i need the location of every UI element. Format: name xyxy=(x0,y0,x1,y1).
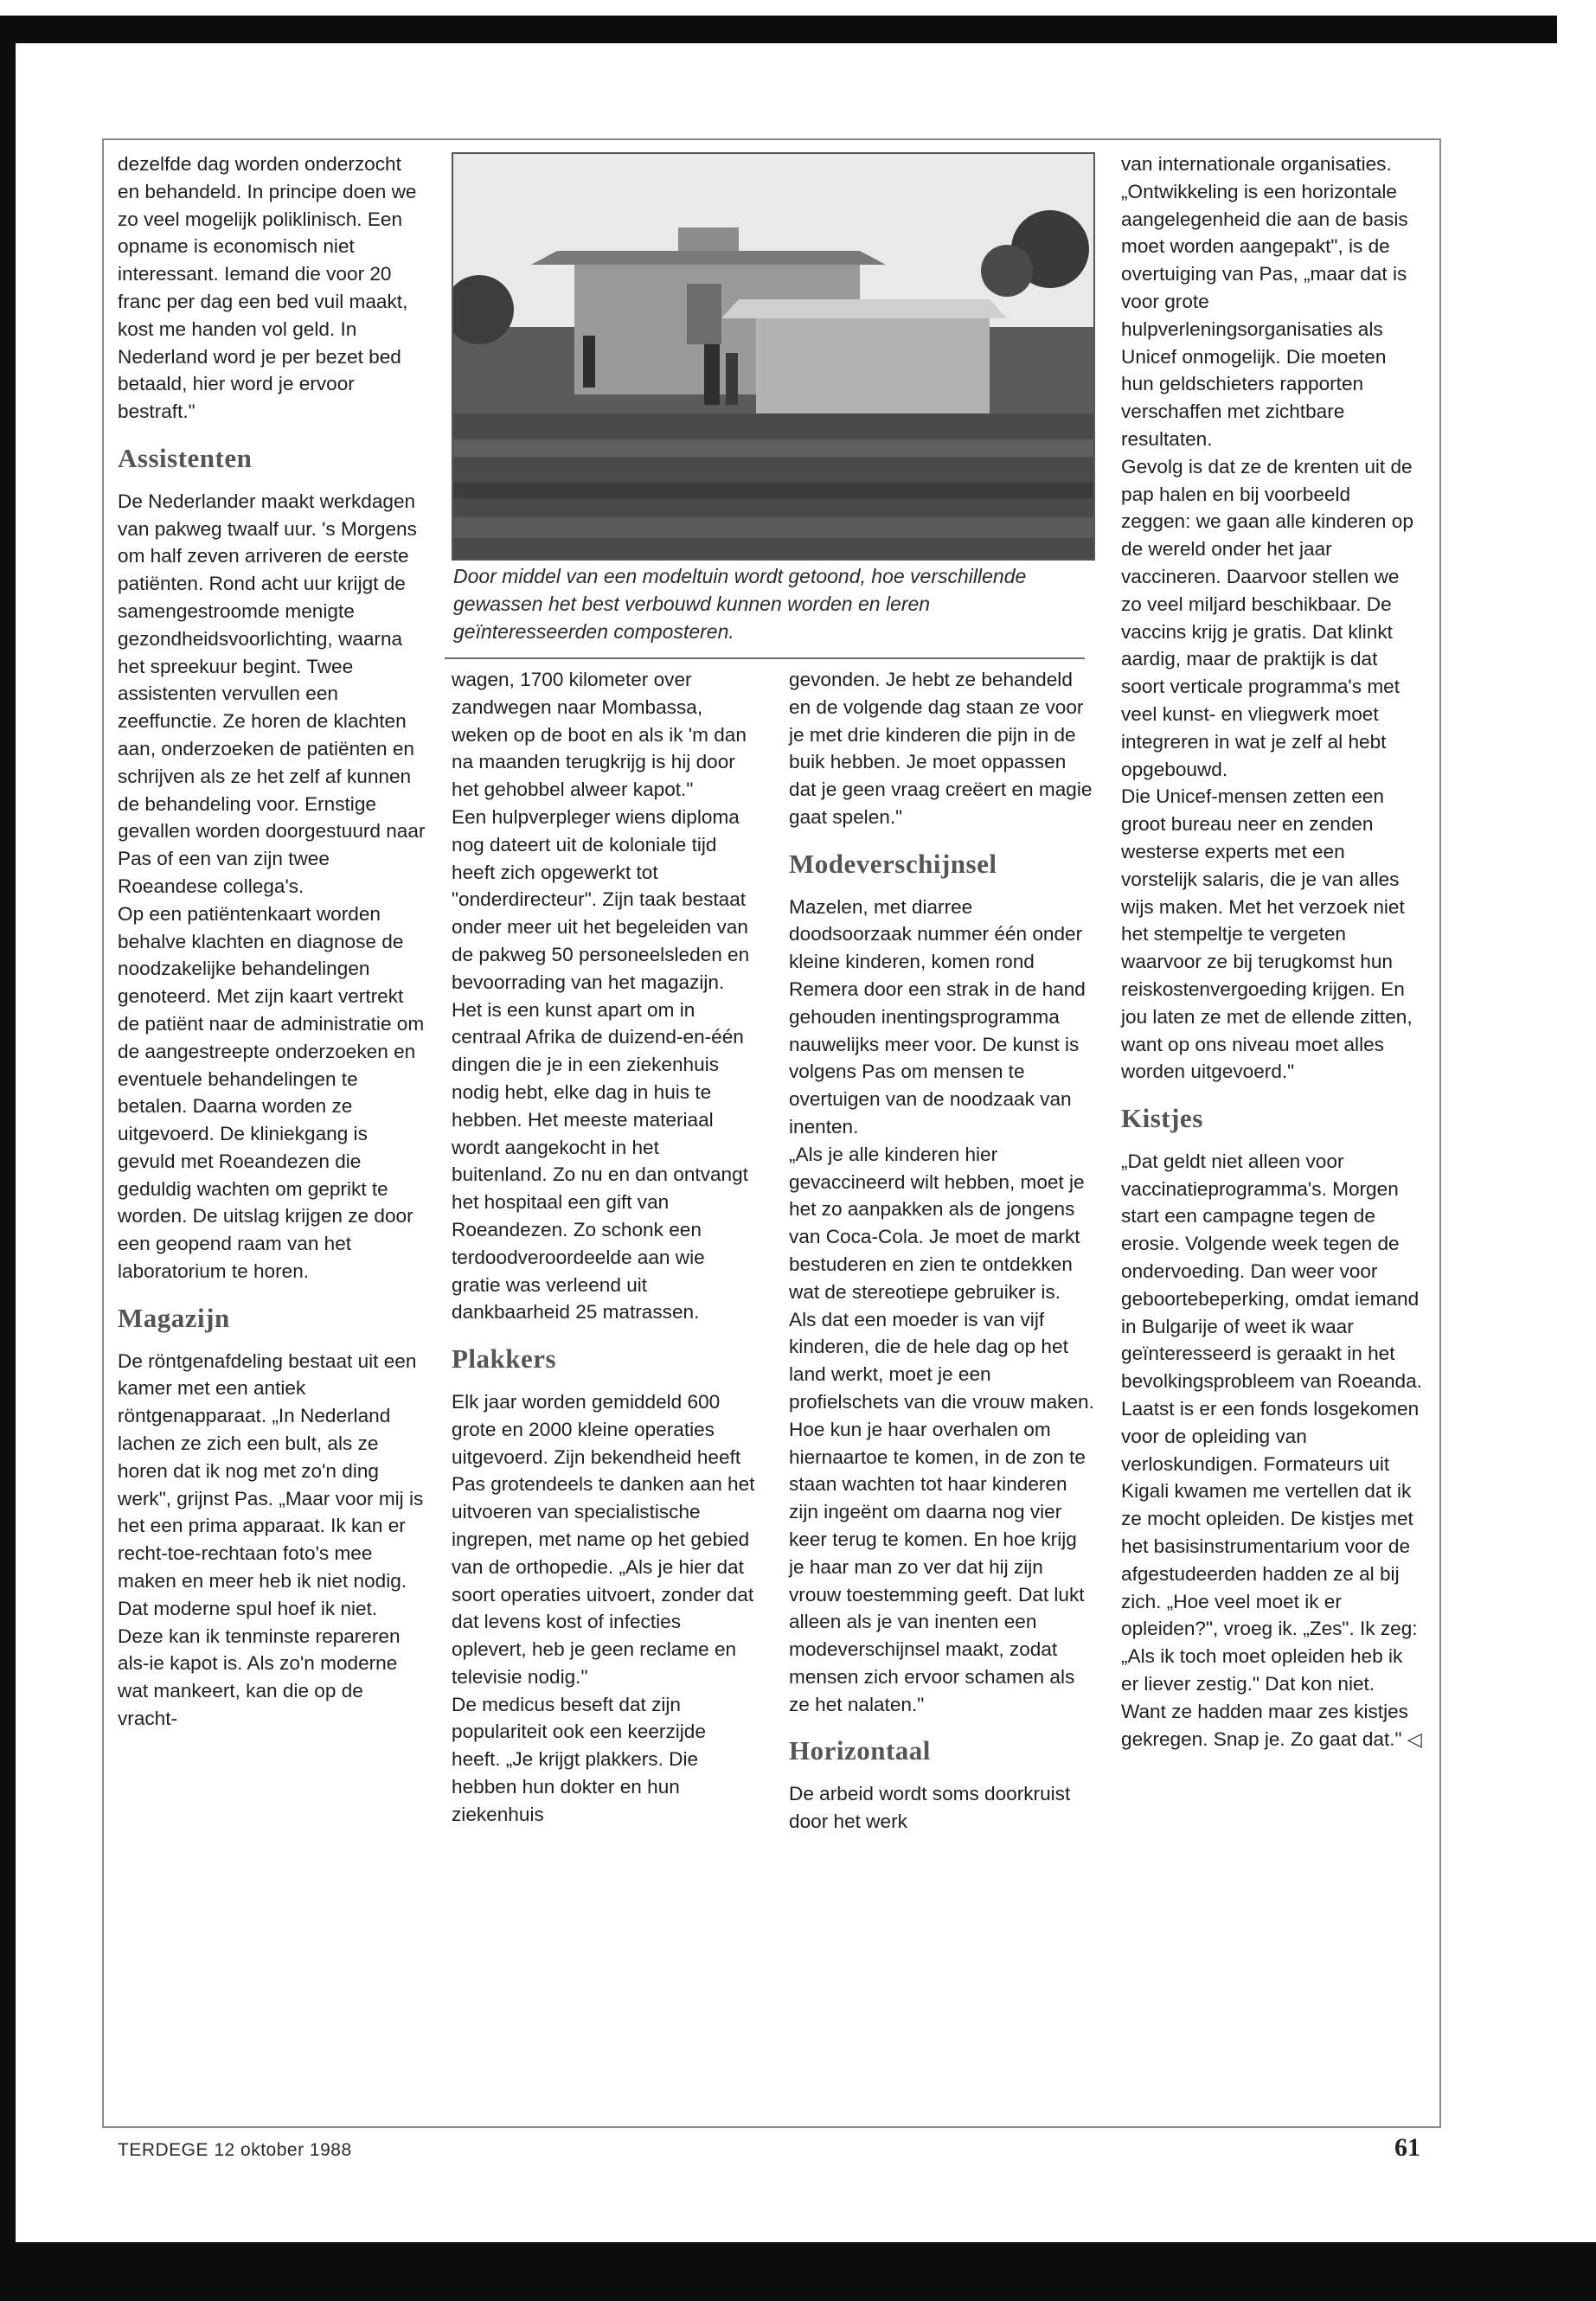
article-column-4 xyxy=(1121,151,1424,1753)
paragraph: wagen, 1700 kilometer over zandwegen naar Mombassa, weken op de boot en als ik 'm dan na maanden terugkrijg is hij door het gehobbel alweer kapot." xyxy=(452,669,747,801)
paragraph: De medicus beseft dat zijn populariteit ook een keerzijde heeft. „Je krijgt plakkers. Die hebben hun dokter en hun ziekenhuis xyxy=(452,1693,706,1825)
paragraph: „Als je alle kinderen hier gevaccineerd wilt hebben, moet je het zo aanpakken als de jongens van Coca-Cola. Je moet de markt bestuderen en zien te ontdekken wat de stereotiepe gebruiker is. xyxy=(789,1143,1085,1303)
paragraph: Een hulpverpleger wiens diploma nog dateert uit de koloniale tijd heeft zich opgewerkt tot "onderdirecteur". Zijn taak bestaat onder meer uit het begeleiden van de pakweg 50 personeelsleden en bevoorrading van het magazijn. Het is een kunst apart om in centraal Afrika de duizend-en-één dingen die je in een ziekenhuis nodig hebt, elke dag in huis te hebben. Het meeste materiaal wordt aangekocht in het buitenland. Zo nu en dan ontvangt het hospitaal een gift van Roeandezen. Zo schonk een terdoodveroordeelde aan wie gratie was verleend uit dankbaarheid 25 matrassen. xyxy=(452,805,750,1324)
subheading-plakkers: Plakkers xyxy=(452,1343,557,1375)
paragraph: Elk jaar worden gemiddeld 600 grote en 2000 kleine operaties uitgevoerd. Zijn bekendheid heeft Pas grotendeels te danken aan het uitvoeren van specialistische ingrepen, met name op het gebied van de orthopedie. „Als je hier dat soort operaties uitvoert, zonder dat dat levens kost of infecties oplevert, heb je geen reclame en televisie nodig." xyxy=(452,1390,755,1688)
end-mark-icon: ◁ xyxy=(1407,1727,1422,1750)
paragraph: De Nederlander maakt werkdagen van pakweg twaalf uur. 's Morgens om half zeven arriveren de eerste patiënten. Rond acht uur krijgt de samengestroomde menigte gezondheidsvoorlichting, waarna het spreekuur begint. Twee assistenten vervullen een zeeffunctie. Ze horen de klachten aan, onderzoeken de patiënten en schrijven als ze het zelf af kunnen de behandeling voor. Ernstige gevallen worden doorgestuurd naar Pas of een van zijn twee Roeandese collega's. xyxy=(118,490,426,897)
paragraph: Gevolg is dat ze de krenten uit de pap halen en bij voorbeeld zeggen: we gaan alle kinderen op de wereld onder het jaar vaccineren. Daarvoor stellen we zo veel miljard beschikbaar. De vaccins krijg je gratis. Dat klinkt aardig, maar de praktijk is dat soort verticale programma's met veel kunst- en vliegwerk moet integreren in wat je zelf al hebt opgebouwd. xyxy=(1121,455,1413,780)
publication-footer: TERDEGE 12 oktober 1988 xyxy=(118,2140,352,2160)
scan-border-top xyxy=(0,16,1557,43)
article-photo xyxy=(452,152,1095,561)
subheading-kistjes: Kistjes xyxy=(1121,1103,1203,1134)
paragraph: Op een patiëntenkaart worden behalve klachten en diagnose de noodzakelijke behandelingen genoteerd. Met zijn kaart vertrekt de patiënt naar de administratie om de aangestreepte onderzoeken en eventuele behandelingen te betalen. Daarna worden ze uitgevoerd. De kliniekgang is gevuld met Roeandezen die geduldig wachten om geprikt te worden. De uitslag krijgen ze door een geopend raam van het laboratorium te horen. xyxy=(118,902,425,1283)
article-column-1 xyxy=(118,151,426,1733)
article-column-3 xyxy=(789,666,1095,1836)
paragraph: De arbeid wordt soms doorkruist door het werk xyxy=(789,1783,1071,1833)
scan-margin-top xyxy=(0,0,1596,16)
paragraph xyxy=(1121,1395,1424,1753)
paragraph: van internationale organisaties. „Ontwikkeling is een horizontale aangelegenheid die aan de basis moet worden aangepakt", is de overtuiging van Pas, „maar dat is voor grote hulpverleningsorganisaties als Unicef onmogelijk. Die moeten hun geldschieters rapporten verschaffen met zichtbare resultaten. xyxy=(1121,153,1408,450)
subheading-modeverschijnsel: Modeverschijnsel xyxy=(789,848,997,879)
photo-caption: Door middel van een modeltuin wordt getoond, hoe verschillende gewassen het best verbouwd kunnen worden en leren geïnteresseerden composteren. xyxy=(453,565,1027,643)
paragraph: gevonden. Je hebt ze behandeld en de volgende dag staan ze voor je met drie kinderen die pijn in de buik hebben. Je moet oppassen dat je geen vraag creëert en magie gaat spelen." xyxy=(789,669,1093,828)
subheading-assistenten: Assistenten xyxy=(118,442,253,473)
subheading-magazijn: Magazijn xyxy=(118,1302,230,1333)
article-column-2 xyxy=(452,666,758,1829)
paragraph: De röntgenafdeling bestaat uit een kamer met een antiek röntgenapparaat. „In Nederland lachen ze zich een bult, als ze horen dat ik nog met zo'n ding werk", grijnst Pas. „Maar voor mij is het een prima apparaat. Ik kan er recht-toe-rechtaan foto's mee maken en meer heb ik niet nodig. Dat moderne spul hoef ik niet. Deze kan ik tenminste repareren als-ie kapot is. Als zo'n moderne wat mankeert, kan die op de vracht- xyxy=(118,1349,424,1730)
paragraph: „Dat geldt niet alleen voor vaccinatieprogramma's. Morgen start een campagne tegen de erosie. Volgende week tegen de ondervoeding. Dan weer voor geboortebeperking, omdat iemand in Bulgarije of weet ik waar geïnteresseerd is geraakt in het bevolkingsprobleem van Roeanda. xyxy=(1121,1150,1422,1393)
subheading-horizontaal: Horizontaal xyxy=(789,1735,931,1766)
paragraph-text: Laatst is er een fonds losgekomen voor de opleiding van verloskundigen. Formateurs uit Kigali kwamen me vertellen dat ik ze mocht opleiden. De kistjes met het basisinstrumentarium voor de afgestudeerden hadden ze al bij zich. „Hoe veel moet ik er opleiden?", vroeg ik. „Zes". Ik zeg: „Als ik toch moet opleiden heb ik er liever zestig." Dat kon niet. Want ze hadden maar zes kistjes gekregen. Snap je. Zo gaat dat." xyxy=(1121,1398,1420,1750)
paragraph: Mazelen, met diarree doodsoorzaak nummer één onder kleine kinderen, komen rond Remera door een strak in de hand gehouden inentingsprogramma nauwelijks meer voor. De kunst is volgens Pas om mensen te overtuigen van de noodzaak van inenten. xyxy=(789,895,1086,1138)
photo-illustration xyxy=(453,154,1093,559)
paragraph: dezelfde dag worden onderzocht en behandeld. In principe doen we zo veel mogelijk poliklinisch. Een opname is economisch niet interessant. Iemand die voor 20 franc per dag een bed vuil maakt, kost me handen vol geld. In Nederland word je per bezet bed betaald, hier word je ervoor bestraft." xyxy=(118,153,417,423)
paragraph: Die Unicef-mensen zetten een groot bureau neer en zenden westerse experts met een vorstelijk salaris, die je van alles wijs maken. Met het verzoek niet het stempeltje te vergeten waarvoor ze bij terugkomst hun reiskostenvergoeding krijgen. En jou laten ze met de ellende zitten, want op ons niveau moet alles worden uitgevoerd." xyxy=(1121,785,1413,1083)
page-number: 61 xyxy=(1394,2133,1420,2162)
caption-divider xyxy=(445,657,1085,659)
scan-border-left xyxy=(0,43,16,2292)
scan-border-bottom xyxy=(0,2242,1596,2301)
paragraph: Als dat een moeder is van vijf kinderen, die de hele dag op het land werkt, moet je een profielschets van die vrouw maken. Hoe kun je haar overhalen om hiernaartoe te komen, in de zon te staan wachten tot haar kinderen zijn ingeënt om daarna nog vier keer terug te komen. En hoe krijg je haar man zo ver dat hij zijn vrouw toestemming geeft. Dat lukt alleen als je van inenten een modeverschijnsel maakt, zodat mensen zich ervoor schamen als ze het nalaten." xyxy=(789,1308,1094,1715)
